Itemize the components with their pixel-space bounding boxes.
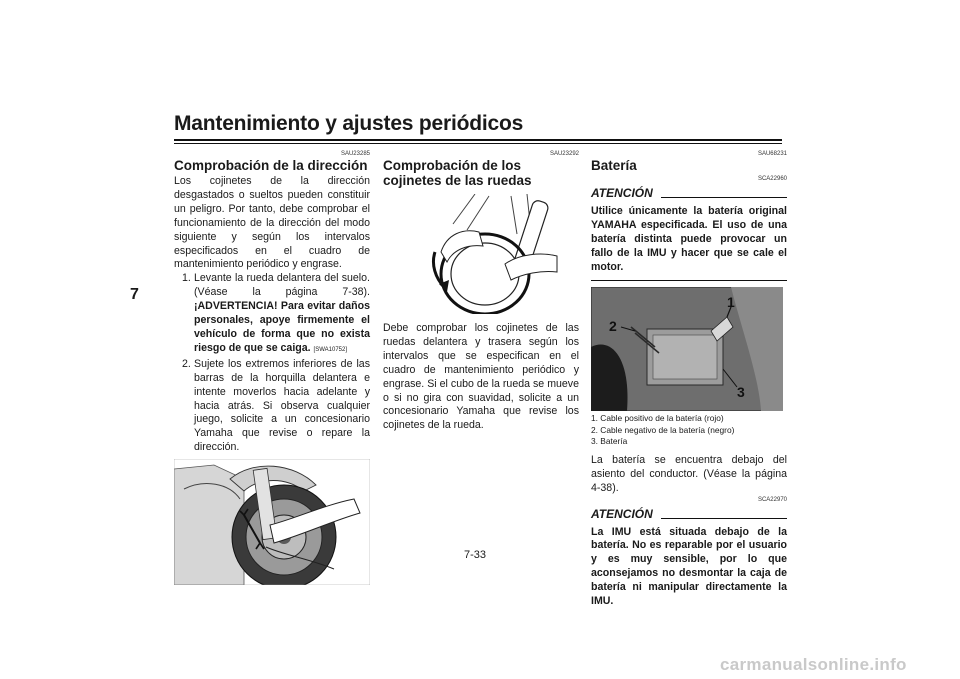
caution-text: La IMU está situada debajo de la batería. No es reparable por el usuario y es muy sensible, por lo que aconsejamos no desmontar la caja de batería ni manipular directamente la IMU. (591, 525, 787, 608)
steering-intro: Los cojinetes de la dirección desgastados o sueltos pueden constituir un peligro. Por tanto, debe comprobar el funcionamiento de la dirección del modo siguiente y según los intervalos especificados en el cuadro de mantenimiento periódico y engrase. (174, 175, 370, 271)
section-heading-steering: Comprobación de la dirección (174, 158, 368, 173)
section-code: SAU68231 (757, 151, 787, 157)
title-rule (174, 139, 782, 141)
step-number: 2. (182, 357, 191, 370)
caution-code: SCA22960 (757, 176, 787, 182)
wheel-bearing-illustration (423, 194, 559, 314)
caution-text: Utilice únicamente la batería original YAMAHA especificada. El uso de una batería distinta puede provocar un fallo de la IMU y hacer que se cale el motor. (591, 204, 787, 273)
wheel-bearings-body: Debe comprobar los cojinetes de las ruedas delantera y trasera según los intervalos que se especifican en el cuadro de mantenimiento periódico y engrase. Si el cubo de la rueda se mueve o si no gira con suavidad, solicite a un concesionario Yamaha que revise los cojinetes de la rueda. (383, 322, 579, 432)
column-battery (591, 150, 787, 609)
caution-end-rule (591, 280, 787, 281)
section-heading-battery: Batería (591, 158, 637, 173)
column-steering (174, 150, 370, 585)
section-heading-wheel-bearings: Comprobación de los cojinetes de las ruedas (383, 158, 532, 188)
column-wheel-bearings (383, 150, 579, 433)
step-text: Sujete los extremos inferiores de las barras de la horquilla delantera e intente moverlos hacia adelante y hacia atrás. Si observa cualquier juego, solicite a un concesionario Yamaha que revise o repare la dirección. (194, 357, 370, 454)
section-code: SAU23292 (549, 151, 579, 157)
caution-label: ATENCIÓN (591, 506, 653, 521)
warning-text: ¡ADVERTENCIA! Para evitar daños personales, apoye firmemente el vehículo de forma que no exista riesgo de que se caiga. (194, 300, 370, 354)
figure-label-1: 1 (727, 294, 735, 311)
battery-photo (591, 287, 783, 411)
list-item (174, 272, 370, 357)
caution-rule (661, 518, 787, 519)
title-rule-thin (174, 143, 782, 144)
legend-item: 1. Cable positivo de la batería (rojo) (591, 413, 724, 424)
caution-rule (661, 197, 787, 198)
legend-item: 3. Batería (591, 436, 628, 447)
step-text: Levante la rueda delantera del suelo. (Véase la página 7-38). (194, 272, 370, 299)
figure-label-2: 2 (609, 318, 617, 335)
legend-item: 2. Cable negativo de la batería (negro) (591, 424, 735, 435)
caution-code: SCA22970 (757, 496, 787, 503)
warning-code: [SWA10752] (313, 346, 347, 353)
watermark: carmanualsonline.info (720, 655, 907, 674)
caution-header (591, 508, 787, 522)
list-item (174, 358, 370, 455)
page-title: Mantenimiento y ajustes periódicos (174, 112, 524, 135)
steering-check-illustration (174, 459, 370, 585)
figure-label-3: 3 (737, 384, 745, 401)
caution-header (591, 187, 787, 201)
caution-label: ATENCIÓN (591, 186, 653, 200)
steering-steps (174, 272, 370, 455)
section-code: SAU23285 (340, 151, 370, 157)
figure-legend (591, 413, 787, 448)
battery-location-text: La batería se encuentra debajo del asiento del conductor. (Véase la página 4-38). (591, 453, 787, 494)
step-number: 1. (182, 272, 191, 285)
page-number: 7-33 (464, 549, 487, 561)
